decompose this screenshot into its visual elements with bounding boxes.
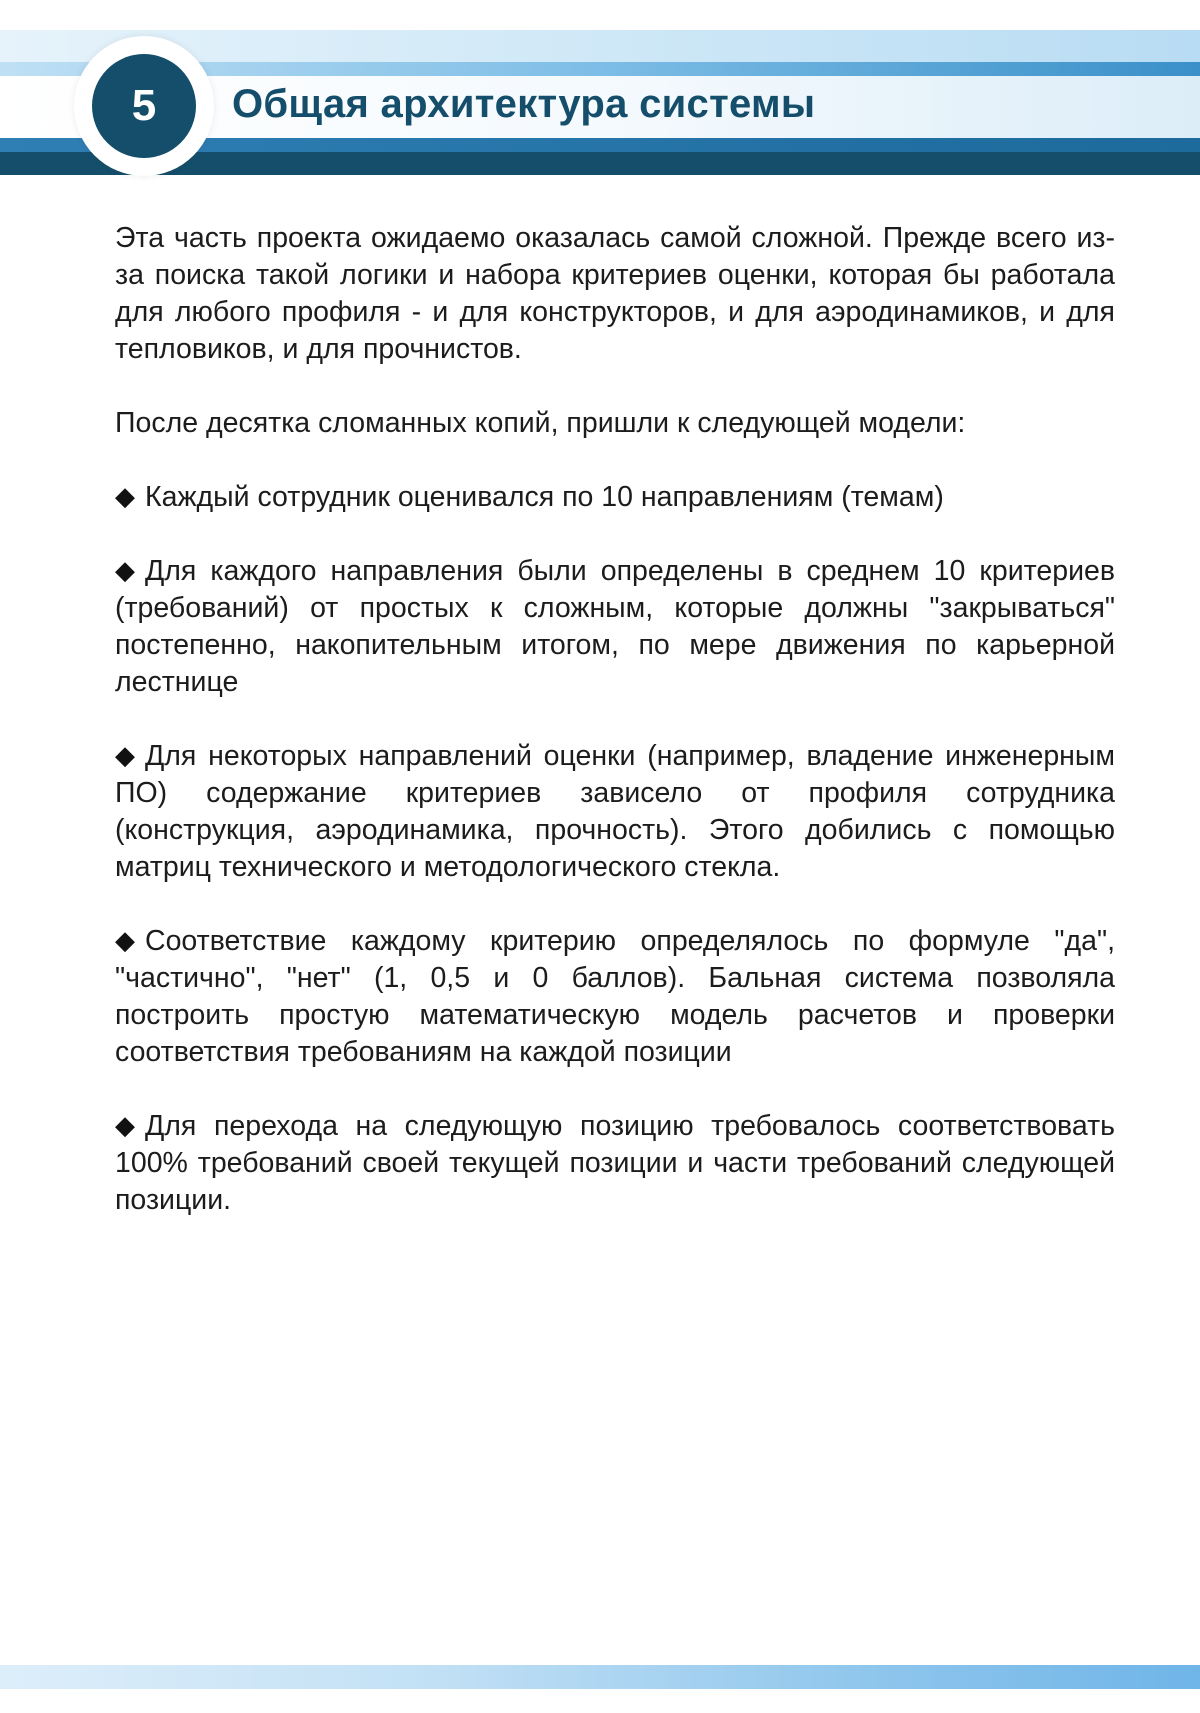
bullet-text: Для перехода на следующую позицию требовалось соответствовать 100% требований своей текущей позиции и части требований следующей позиции. [115, 1110, 1115, 1216]
diamond-icon: ◆ [115, 741, 135, 771]
diamond-icon: ◆ [115, 926, 135, 956]
bullet-text: Для некоторых направлений оценки (например, владение инженерным ПО) содержание критериев зависело от профиля сотрудника (конструкция, аэродинамика, прочность). Этого добились с помощью матриц технического и методологического стекла. [115, 740, 1115, 883]
diamond-icon: ◆ [115, 1111, 135, 1141]
bullet-text: Для каждого направления были определены в среднем 10 критериев (требований) от простых к сложным, которые должны "закрываться" постепенно, накопительным итогом, по мере движения по карьерной лестнице [115, 555, 1115, 698]
page-header [0, 0, 1200, 200]
section-number: 5 [92, 54, 196, 158]
intro-lead: После десятка сломанных копий, пришли к следующей модели: [115, 407, 966, 439]
section-number-badge [74, 36, 214, 176]
bullet-item [115, 1108, 1115, 1219]
bullet-item [115, 923, 1115, 1071]
diamond-icon: ◆ [115, 482, 135, 512]
page-title: Общая архитектура системы [232, 82, 816, 126]
bullet-item [115, 553, 1115, 701]
footer-band [0, 1665, 1200, 1689]
main-content [115, 220, 1115, 1256]
bullet-item [115, 738, 1115, 886]
diamond-icon: ◆ [115, 556, 135, 586]
bullet-text: Каждый сотрудник оценивался по 10 направлениям (темам) [145, 481, 944, 513]
bullet-text: Соответствие каждому критерию определялось по формуле "да", "частично", "нет" (1, 0,5 и 0 баллов). Бальная система позволяла построить простую математическую модель расчетов и проверки соответствия требованиям на каждой позиции [115, 925, 1115, 1068]
intro-paragraph: Эта часть проекта ожидаемо оказалась самой сложной. Прежде всего из-за поиска такой логики и набора критериев оценки, которая бы работала для любого профиля - и для конструкторов, и для аэродинамиков, и для тепловиков, и для прочнистов. [115, 222, 1115, 365]
bullet-item [115, 479, 1115, 516]
